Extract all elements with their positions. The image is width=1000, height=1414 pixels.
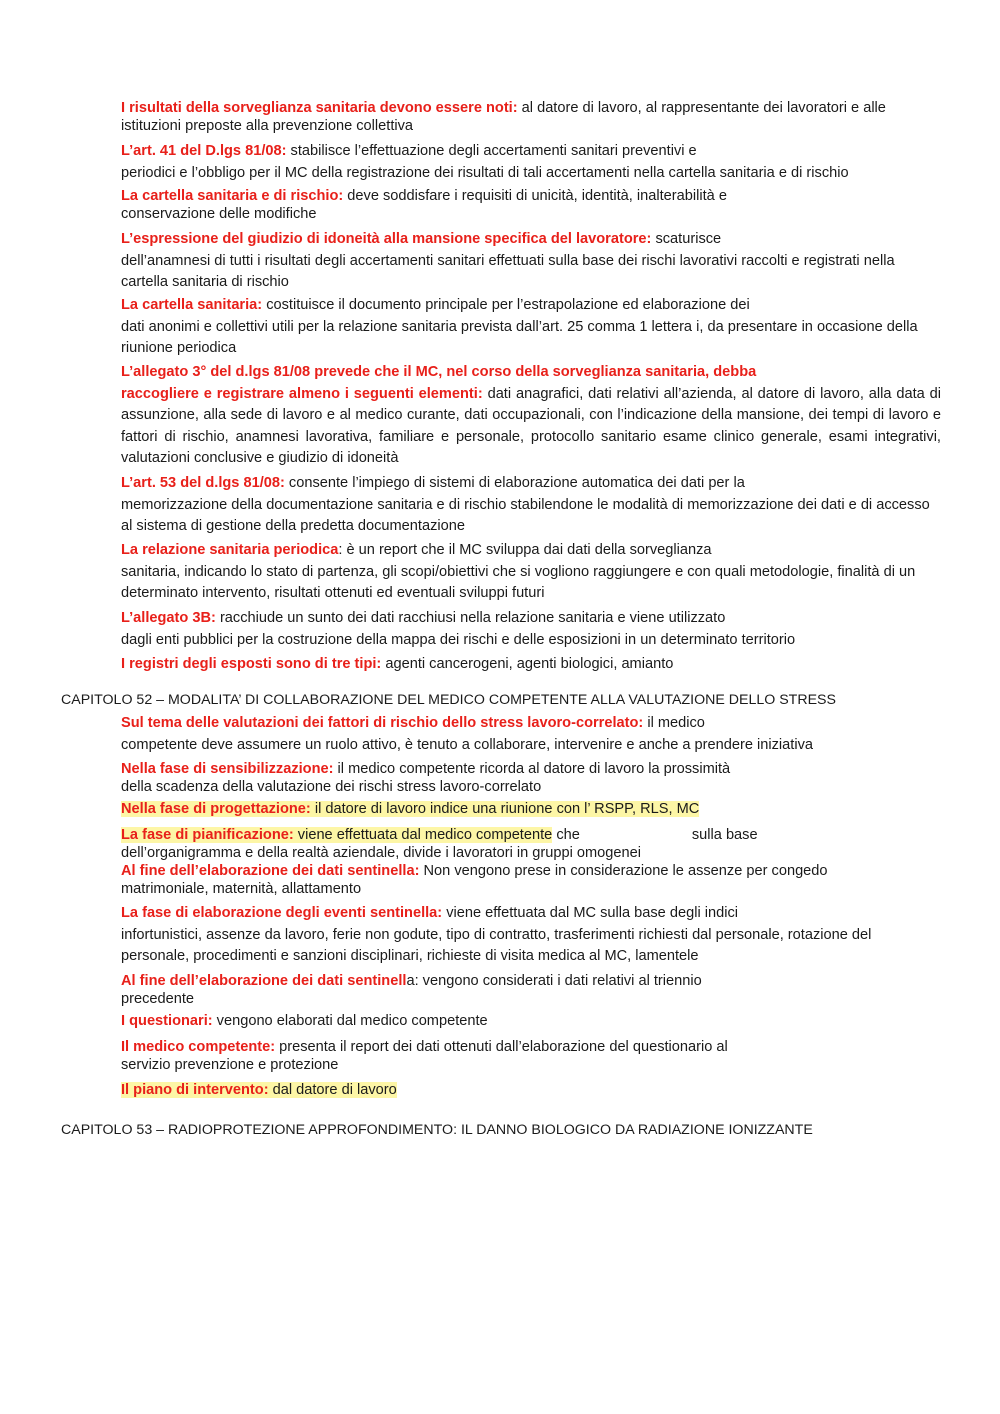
paragraph-label: La fase di pianificazione: [121,827,294,843]
chapter-heading-53: CAPITOLO 53 – RADIOPROTEZIONE APPROFONDIMENTO: IL DANNO BIOLOGICO DA RADIAZIONE IONIZZANTE [61,1122,813,1138]
paragraph-text: : è un report che il MC sviluppa dai dati della sorveglianza [338,542,712,558]
paragraph-label: Il piano di intervento: [121,1082,269,1098]
paragraph-giudizio-idoneita [121,229,941,294]
paragraph-label: Al fine dell’elaborazione dei dati sentinella: [121,863,420,879]
paragraph-dati-sentinella-triennio [121,972,941,1008]
paragraph-label: Al fine dell’elaborazione dei dati sentinell [121,973,407,989]
paragraph-text: al datore di lavoro, al rappresentante dei lavoratori e alle istituzioni preposte alla prevenzione collettiva [121,100,886,134]
paragraph-text: scaturisce [651,231,722,247]
paragraph-tema-valutazioni [121,713,941,756]
paragraph-label: L’allegato 3B: [121,610,216,626]
paragraph-text: dati anagrafici, dati relativi all’azienda, al datore di lavoro, alla data di assunzione, alla sede di lavoro e al medico curante, dati occupazionali, con l’indicazione della mansione, dei tempi di lavoro e fattori di rischio, anamnesi lavorativa, familiare e personale, protocollo sanitario esame clinico generale, esami integrativi, valutazioni conclusive e giudizio di idoneità [121,385,941,466]
paragraph-label: La relazione sanitaria periodica [121,542,339,558]
paragraph-text: della scadenza della valutazione dei rischi stress lavoro-correlato [121,779,542,795]
paragraph-text: costituisce il documento principale per l’estrapolazione ed elaborazione dei [262,297,750,313]
paragraph-text: deve soddisfare i requisiti di unicità, identità, inalterabilità e [343,188,727,204]
paragraph-art-53 [121,473,941,538]
paragraph-progettazione [121,799,941,821]
highlighted-sentence [121,1082,397,1098]
paragraph-text: presenta il report dei dati ottenuti dall’elaborazione del questionario al [275,1039,728,1055]
paragraph-text: che [552,827,580,843]
paragraph-risultati-sorveglianza [121,99,941,135]
paragraph-questionari [121,1011,941,1033]
paragraph-label: Sul tema delle valutazioni dei fattori di rischio dello stress lavoro-correlato: [121,715,644,731]
paragraph-text: racchiude un sunto dei dati racchiusi nella relazione sanitaria e viene utilizzato [215,610,726,626]
paragraph-text: precedente [121,991,195,1007]
paragraph-text: dati anonimi e collettivi utili per la relazione sanitaria prevista dall’art. 25 comma 1 lettera i, da presentare in occasione della riunione periodica [121,318,918,356]
paragraph-art-41 [121,141,941,184]
paragraph-registri-esposti [121,654,941,676]
paragraph-text: dell’anamnesi di tutti i risultati degli accertamenti sanitari effettuati sulla base dei rischi lavorativi raccolti e registrati nella cartella sanitaria di rischio [121,252,895,290]
paragraph-label: I registri degli esposti sono di tre tipi: [121,656,382,672]
paragraph-text: infortunistici, assenze da lavoro, ferie non godute, tipo di contratto, trasferimenti richiesti dal personale, rotazione del personale, procedimenti e sanzioni disciplinari, richieste di visita medica al MC, lamentele [121,926,872,964]
paragraph-label: La fase di elaborazione degli eventi sentinella: [121,905,443,921]
paragraph-label: L’espressione del giudizio di idoneità alla mansione specifica del lavoratore: [121,231,652,247]
highlighted-sentence [121,801,699,817]
paragraph-text: dagli enti pubblici per la costruzione della mappa dei rischi e delle esposizioni in un determinato territorio [121,631,796,648]
paragraph-text: competente deve assumere un ruolo attivo, è tenuto a collaborare, intervenire e anche a prendere iniziativa [121,736,813,753]
paragraph-text: agenti cancerogeni, agenti biologici, amianto [381,656,674,672]
paragraph-text: matrimoniale, maternità, allattamento [121,881,362,897]
paragraph-text: il medico competente ricorda al datore di lavoro la prossimità [333,761,731,777]
paragraph-text: vengono elaborati dal medico competente [212,1013,488,1029]
chapter-heading-52: CAPITOLO 52 – MODALITA’ DI COLLABORAZIONE DEL MEDICO COMPETENTE ALLA VALUTAZIONE DELLO STRESS [61,692,836,708]
paragraph-label: La cartella sanitaria: [121,297,263,313]
paragraph-text: memorizzazione della documentazione sanitaria e di rischio stabilendone le modalità di memorizzazione dei dati e di accesso al sistema di gestione della predetta documentazione [121,496,930,534]
paragraph-text: conservazione delle modifiche [121,206,317,222]
paragraph-text: periodici e l’obbligo per il MC della registrazione dei risultati di tali accertamenti nella cartella sanitaria e di rischio [121,164,849,181]
paragraph-text: servizio prevenzione e protezione [121,1057,339,1073]
paragraph-label: La cartella sanitaria e di rischio: [121,188,344,204]
paragraph-allegato-3 [121,362,941,470]
paragraph-text: dell’organigramma e della realtà aziendale, divide i lavoratori in gruppi omogenei [121,845,642,861]
paragraph-text: viene effettuata dal medico competente [293,827,553,843]
paragraph-allegato-3b [121,608,941,651]
paragraph-label: Il medico competente: [121,1039,276,1055]
paragraph-text: a: vengono considerati i dati relativi al triennio [406,973,702,989]
paragraph-label: I questionari: [121,1013,213,1029]
paragraph-piano-intervento [121,1080,941,1102]
paragraph-text: consente l’impiego di sistemi di elaborazione automatica dei dati per la [284,475,745,491]
paragraph-cartella-rischio [121,187,941,223]
paragraph-eventi-sentinella [121,903,941,968]
paragraph-text: stabilisce l’effettuazione degli accertamenti sanitari preventivi e [286,143,697,159]
paragraph-text: il medico [643,715,705,731]
paragraph-relazione-periodica [121,540,941,605]
paragraph-text: viene effettuata dal MC sulla base degli indici [442,905,738,921]
paragraph-text: sulla base [691,827,758,843]
paragraph-text: dal datore di lavoro [268,1082,397,1098]
highlighted-sentence [121,827,552,843]
paragraph-label: Nella fase di sensibilizzazione: [121,761,334,777]
paragraph-text: il datore di lavoro indice una riunione con l’ RSPP, RLS, MC [310,801,700,817]
paragraph-label: Nella fase di progettazione: [121,801,311,817]
paragraph-medico-competente [121,1038,941,1074]
paragraph-cartella-sanitaria [121,295,941,360]
paragraph-dati-sentinella-assenze [121,862,941,898]
paragraph-sensibilizzazione [121,760,941,796]
paragraph-text: sanitaria, indicando lo stato di partenza, gli scopi/obiettivi che si vogliono raggiungere e con quali metodologie, finalità di un determinato intervento, risultati ottenuti ed eventuali sviluppi futuri [121,563,916,601]
paragraph-pianificazione [121,826,941,862]
paragraph-label: L’allegato 3° del d.lgs 81/08 prevede che il MC, nel corso della sorveglianza sanitaria, debba [121,364,757,380]
paragraph-label: raccogliere e registrare almeno i seguenti elementi: [121,385,483,402]
paragraph-label: L’art. 41 del D.lgs 81/08: [121,143,287,159]
paragraph-label: L’art. 53 del d.lgs 81/08: [121,475,285,491]
paragraph-text: Non vengono prese in considerazione le assenze per congedo [419,863,828,879]
paragraph-label: I risultati della sorveglianza sanitaria devono essere noti: [121,100,518,116]
